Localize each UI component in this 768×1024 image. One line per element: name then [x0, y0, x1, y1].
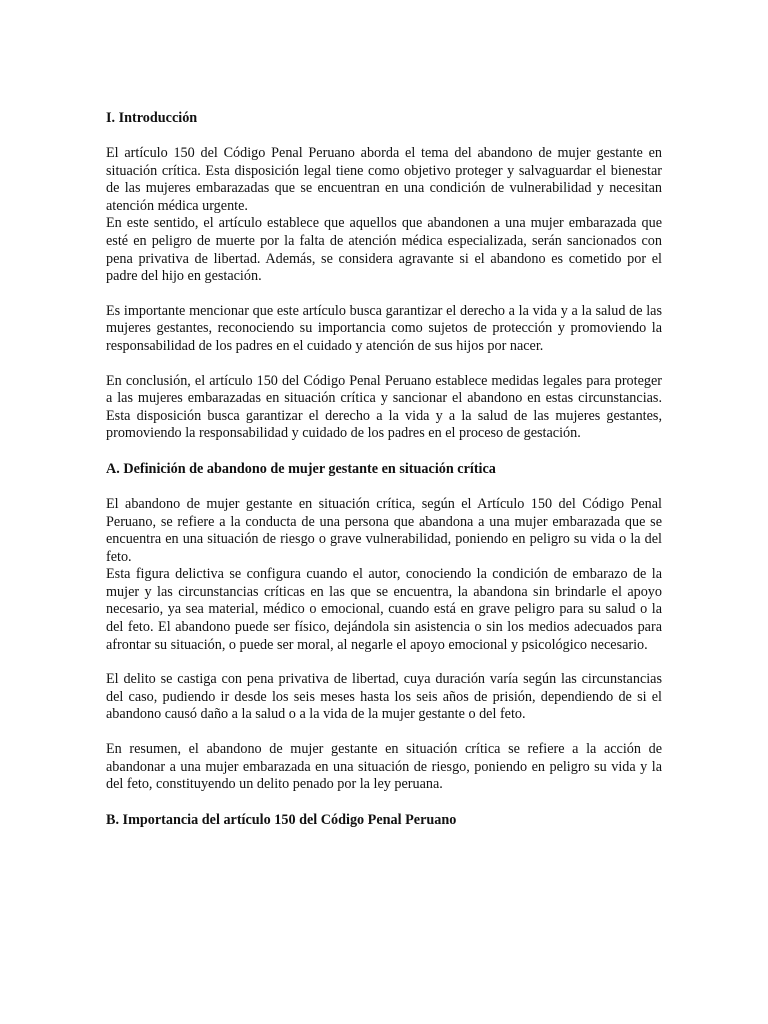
spacer	[106, 356, 662, 373]
paragraph-intro-3: Es importante mencionar que este artículo busca garantizar el derecho a la vida y a la salud de las mujeres gestantes, reconociendo su importancia como sujetos de protección y promoviendo la responsabilidad de los padres en el cuidado y atención de sus hijos por nacer.	[106, 302, 662, 354]
section-heading-b: B. Importancia del artículo 150 del Código Penal Peruano	[106, 811, 457, 828]
spacer	[106, 654, 662, 671]
spacer	[106, 794, 662, 811]
section-heading-a: A. Definición de abandono de mujer gestante en situación crítica	[106, 460, 496, 477]
spacer	[106, 724, 662, 741]
paragraph-a-4: En resumen, el abandono de mujer gestante en situación crítica se refiere a la acción de abandonar a una mujer embarazada en una situación de riesgo, poniendo en peligro su vida y la del feto, constituyendo un delito penado por la ley peruana.	[106, 741, 662, 793]
section-heading-introduccion: I. Introducción	[106, 110, 198, 126]
spacer	[106, 478, 662, 496]
spacer	[106, 286, 662, 303]
paragraph-a-3: El delito se castiga con pena privativa de libertad, cuya duración varía según las circunstancias del caso, pudiendo ir desde los seis meses hasta los seis años de prisión, dependiendo de si el abandono causó daño a la salud o a la vida de la mujer gestante o del feto.	[106, 671, 662, 723]
paragraph-intro-2: En este sentido, el artículo establece que aquellos que abandonen a una mujer embarazada que esté en peligro de muerte por la falta de atención médica especializada, serán sancionados con pena privativa de libertad. Además, se considera agravante si el abandono es cometido por el padre del hijo en gestación.	[106, 215, 662, 285]
paragraph-a-2: Esta figura delictiva se configura cuando el autor, conociendo la condición de embarazo de la mujer y las circunstancias críticas en las que se encuentra, la abandona sin brindarle el apoyo necesario, ya sea material, médico o emocional, cuando está en grave peligro para su salud o la del feto. El abandono puede ser físico, dejándola sin asistencia o sin los medios adecuados para afrontar su situación, o puede ser moral, al negarle el apoyo emocional y psicológico necesario.	[106, 566, 662, 653]
spacer	[106, 443, 662, 460]
spacer	[106, 127, 662, 145]
paragraph-intro-1: El artículo 150 del Código Penal Peruano aborda el tema del abandono de mujer gestante en situación crítica. Esta disposición legal tiene como objetivo proteger y salvaguardar el bienestar de las mujeres embarazadas que se encuentran en una condición de vulnerabilidad y necesitan atención médica urgente.	[106, 145, 662, 214]
paragraph-intro-4: En conclusión, el artículo 150 del Código Penal Peruano establece medidas legales para proteger a las mujeres embarazadas en situación crítica y sancionar el abandono en estas circunstancias. Esta disposición busca garantizar el derecho a la vida y a la salud de las mujeres gestantes, promoviendo la responsabilidad y cuidado de los padres en el proceso de gestación.	[106, 372, 662, 442]
paragraph-a-1: El abandono de mujer gestante en situación crítica, según el Artículo 150 del Código Penal Peruano, se refiere a la conducta de una persona que abandona a una mujer embarazada que se encuentra en una situación de riesgo o grave vulnerabilidad, poniendo en peligro su vida o la del feto.	[106, 495, 662, 565]
